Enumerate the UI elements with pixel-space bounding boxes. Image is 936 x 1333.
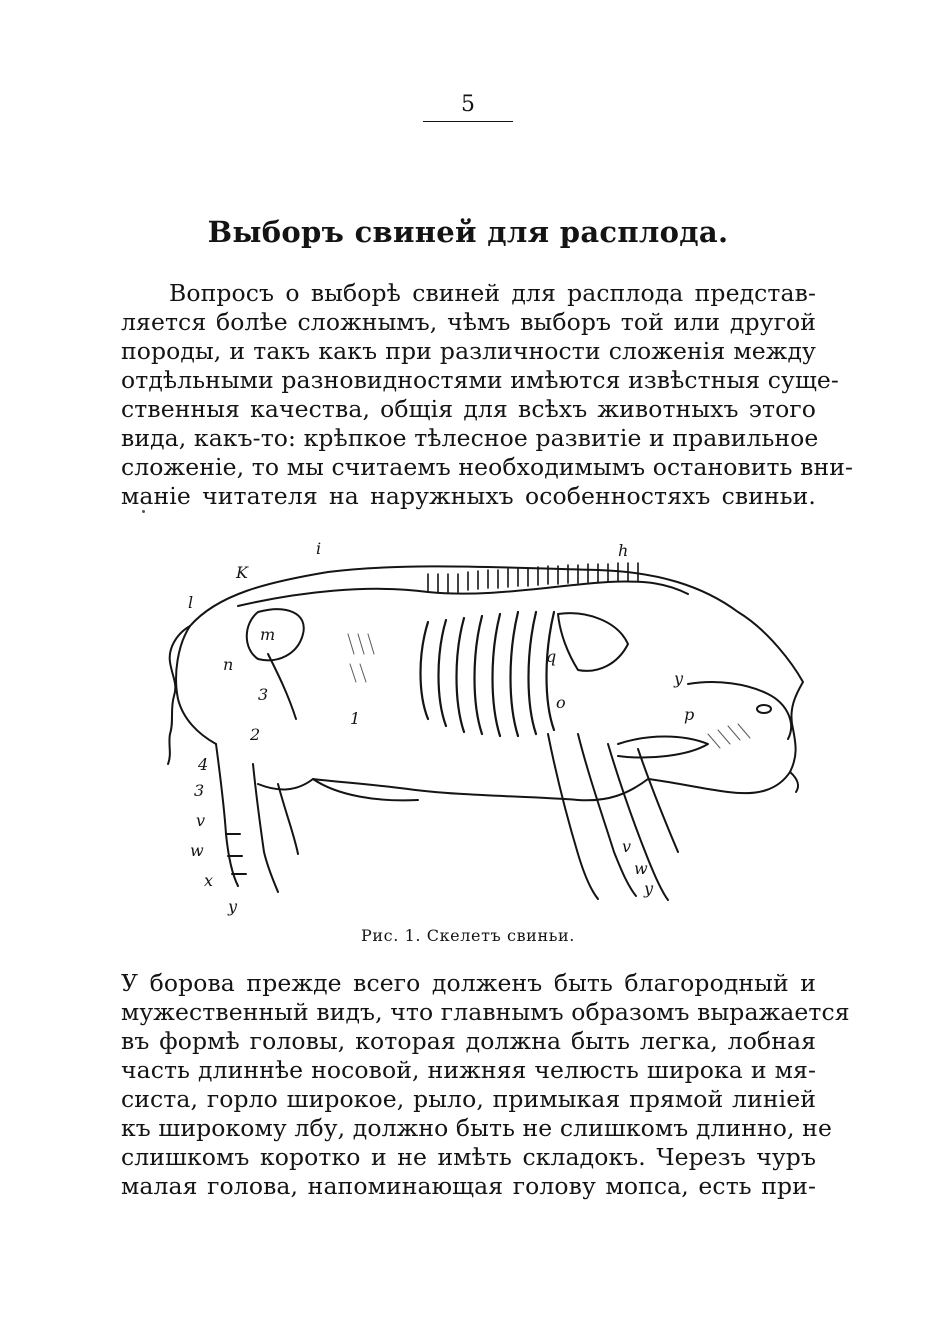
text-line: ственныя качества, общія для всѣхъ животныхъ этого — [121, 395, 816, 423]
text-line: Вопросъ о выборѣ свиней для расплода представ- — [169, 279, 816, 307]
svg-text:y: y — [674, 669, 684, 688]
svg-text:q: q — [546, 647, 557, 666]
svg-text:x: x — [204, 871, 214, 890]
paragraph-2 — [121, 969, 850, 1201]
page-number-rule — [423, 121, 513, 122]
svg-text:3: 3 — [258, 685, 269, 704]
svg-text:y: y — [228, 897, 238, 916]
svg-text:v: v — [622, 837, 632, 856]
text-line: мужественный видъ, что главнымъ образомъ выражается — [121, 998, 850, 1026]
svg-text:m: m — [260, 625, 276, 644]
svg-text:i: i — [316, 539, 322, 558]
svg-text:o: o — [556, 693, 566, 712]
svg-text:w: w — [190, 841, 204, 860]
text-line: сложеніе, то мы считаемъ необходимымъ остановить вни- — [121, 453, 854, 481]
svg-text:K: K — [236, 563, 248, 582]
svg-text:3: 3 — [194, 781, 205, 800]
text-line: маніе читателя на наружныхъ особенностяхъ свиньи. — [121, 482, 816, 510]
svg-text:h: h — [618, 541, 629, 560]
svg-text:1: 1 — [350, 709, 361, 728]
text-line: къ широкому лбу, должно быть не слишкомъ длинно, не — [121, 1114, 832, 1142]
svg-text:p: p — [684, 705, 695, 724]
text-line: часть длиннѣе носовой, нижняя челюсть широка и мя- — [121, 1056, 816, 1084]
text-line: ляется болѣе сложнымъ, чѣмъ выборъ той или другой — [121, 308, 816, 336]
page-number: 5 — [461, 92, 475, 117]
svg-text:l: l — [188, 593, 194, 612]
svg-text:2: 2 — [250, 725, 261, 744]
text-line: въ формѣ головы, которая должна быть легка, лобная — [121, 1027, 816, 1055]
text-line: слишкомъ коротко и не имѣть складокъ. Черезъ чуръ — [121, 1143, 816, 1171]
svg-text:w: w — [634, 859, 648, 878]
svg-text:4: 4 — [198, 755, 209, 774]
text-line: породы, и такъ какъ при различности сложенія между — [121, 337, 816, 365]
figure-caption: Рис. 1. Скелетъ свиньи. — [361, 926, 575, 945]
text-line: систа, горло широкое, рыло, примыкая прямой линіей — [121, 1085, 816, 1113]
text-line: вида, какъ-то: крѣпкое тѣлесное развитіе и правильное — [121, 424, 819, 452]
svg-text:v: v — [196, 811, 206, 830]
svg-text:y: y — [644, 879, 654, 898]
ink-speck — [142, 510, 145, 513]
pig-skeleton-illustration — [128, 534, 818, 919]
paragraph-1 — [121, 279, 854, 511]
section-title: Выборъ свиней для расплода. — [207, 215, 729, 249]
text-line: малая голова, напоминающая голову мопса, есть при- — [121, 1172, 816, 1200]
svg-text:n: n — [223, 655, 234, 674]
text-line: У борова прежде всего долженъ быть благородный и — [121, 969, 816, 997]
text-line: отдѣльными разновидностями имѣются извѣстныя суще- — [121, 366, 839, 394]
